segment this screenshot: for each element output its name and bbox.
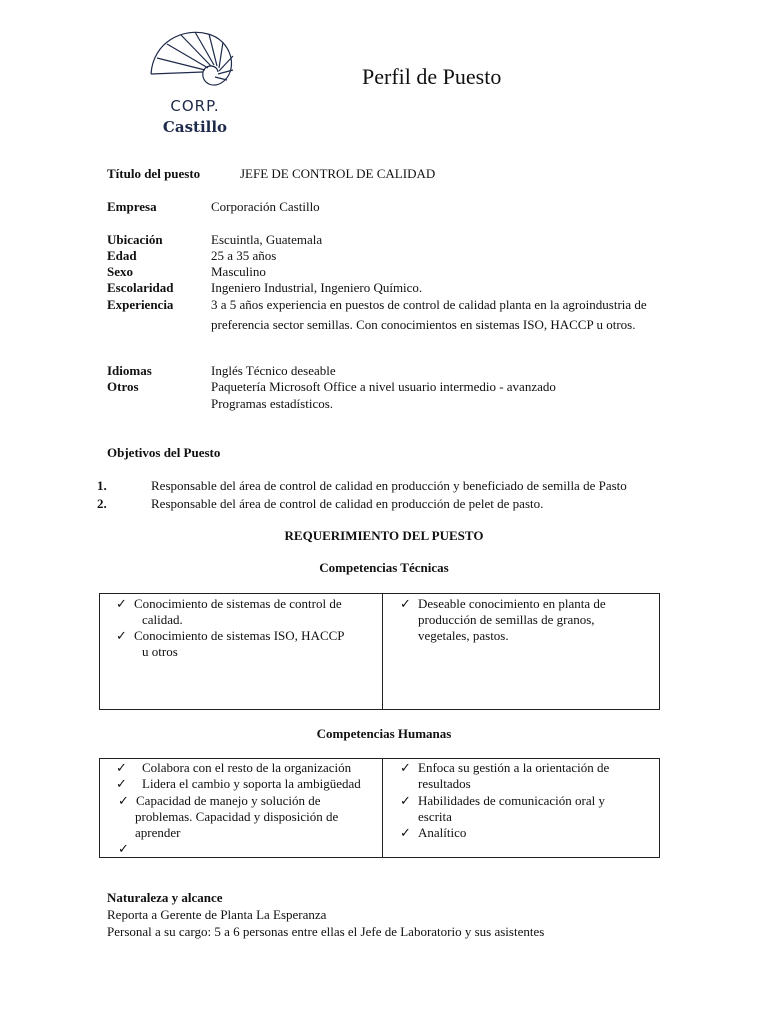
humanas-left-line1: Colabora con el resto de la organización <box>142 760 352 775</box>
check-icon: ✓ <box>116 596 127 611</box>
tecnicas-left-item-1 <box>116 596 342 612</box>
humanas-right-line2: resultados <box>418 776 471 791</box>
tecnicas-heading: Competencias Técnicas <box>319 560 449 575</box>
check-icon: ✓ <box>116 760 127 775</box>
check-icon: ✓ <box>116 628 127 643</box>
check-icon: ✓ <box>400 760 411 775</box>
edad-label: Edad <box>107 248 137 263</box>
tecnicas-right-line3: vegetales, pastos. <box>418 628 509 643</box>
check-icon: ✓ <box>400 596 411 611</box>
tecnicas-left-line2: calidad. <box>142 612 183 627</box>
naturaleza-line1: Reporta a Gerente de Planta La Esperanza <box>107 907 327 922</box>
tecnicas-right-item-1 <box>400 596 606 612</box>
humanas-table <box>99 758 660 858</box>
humanas-divider <box>382 759 383 857</box>
otros-value-line1: Paquetería Microsoft Office a nivel usuario intermedio - avanzado <box>211 379 556 394</box>
escolaridad-value: Ingeniero Industrial, Ingeniero Químico. <box>211 280 423 295</box>
humanas-right-item-1 <box>400 760 609 776</box>
humanas-right-item-2 <box>400 793 605 809</box>
humanas-heading: Competencias Humanas <box>316 726 452 741</box>
titulo-label: Título del puesto <box>107 166 201 181</box>
escolaridad-label: Escolaridad <box>107 280 174 295</box>
page-title: Perfil de Puesto <box>362 64 502 89</box>
sexo-label: Sexo <box>107 264 133 279</box>
ubicacion-label: Ubicación <box>107 232 163 247</box>
humanas-left-line4: problemas. Capacidad y disposición de <box>135 809 339 824</box>
otros-label: Otros <box>107 379 139 394</box>
humanas-right-line1: Enfoca su gestión a la orientación de <box>418 760 610 775</box>
ubicacion-value: Escuintla, Guatemala <box>211 232 323 247</box>
titulo-value: JEFE DE CONTROL DE CALIDAD <box>240 166 436 181</box>
tecnicas-right-line1: Deseable conocimiento en planta de <box>418 596 606 611</box>
humanas-left-line3: Capacidad de manejo y solución de <box>136 793 321 808</box>
empresa-value: Corporación Castillo <box>211 199 320 214</box>
logo-text-castillo: Castillo <box>162 118 228 136</box>
sexo-value: Masculino <box>211 264 266 279</box>
objetivo-num-2: 2. <box>97 496 107 511</box>
empresa-label: Empresa <box>107 199 157 214</box>
experiencia-label: Experiencia <box>107 297 174 312</box>
check-icon: ✓ <box>116 776 127 791</box>
tecnicas-left-line1: Conocimiento de sistemas de control de <box>134 596 342 611</box>
check-icon: ✓ <box>400 825 411 840</box>
humanas-right-line5: Analítico <box>418 825 467 840</box>
edad-value: 25 a 35 años <box>211 248 277 263</box>
humanas-left-line5: aprender <box>135 825 181 840</box>
tecnicas-left-line3: Conocimiento de sistemas ISO, HACCP <box>134 628 345 643</box>
objetivo-text-1: Responsable del área de control de calidad en producción y beneficiado de semilla de Pasto <box>151 478 627 493</box>
check-icon: ✓ <box>118 793 129 808</box>
idiomas-label: Idiomas <box>107 363 152 378</box>
objetivos-heading: Objetivos del Puesto <box>107 445 221 460</box>
humanas-left-item-3 <box>118 793 320 809</box>
humanas-right-line4: escrita <box>418 809 452 824</box>
humanas-right-item-3 <box>400 825 466 841</box>
humanas-left-line2: Lidera el cambio y soporta la ambigüedad <box>142 776 361 791</box>
tecnicas-divider <box>382 594 383 709</box>
idiomas-value: Inglés Técnico deseable <box>211 363 336 378</box>
humanas-left-item-2 <box>116 776 361 792</box>
check-icon: ✓ <box>118 841 129 856</box>
naturaleza-heading: Naturaleza y alcance <box>107 890 223 905</box>
humanas-left-item-4 <box>118 841 136 857</box>
experiencia-value-line2: preferencia sector semillas. Con conocimientos en sistemas ISO, HACCP u otros. <box>211 317 636 332</box>
tecnicas-table <box>99 593 660 710</box>
company-logo <box>143 22 243 92</box>
tecnicas-right-line2: producción de semillas de granos, <box>418 612 595 627</box>
check-icon: ✓ <box>400 793 411 808</box>
logo-text-corp: CORP. <box>170 97 220 115</box>
naturaleza-line2: Personal a su cargo: 5 a 6 personas entre ellas el Jefe de Laboratorio y sus asistentes <box>107 924 545 939</box>
otros-value-line2: Programas estadísticos. <box>211 396 334 411</box>
humanas-left-item-1 <box>116 760 351 776</box>
humanas-right-line3: Habilidades de comunicación oral y <box>418 793 605 808</box>
tecnicas-left-line4: u otros <box>142 644 178 659</box>
objetivo-num-1: 1. <box>97 478 107 493</box>
experiencia-value-line1: 3 a 5 años experiencia en puestos de control de calidad planta en la agroindustria de <box>211 297 647 312</box>
requerimiento-heading: REQUERIMIENTO DEL PUESTO <box>284 528 484 543</box>
objetivo-text-2: Responsable del área de control de calidad en producción de pelet de pasto. <box>151 496 544 511</box>
tecnicas-left-item-2 <box>116 628 345 644</box>
